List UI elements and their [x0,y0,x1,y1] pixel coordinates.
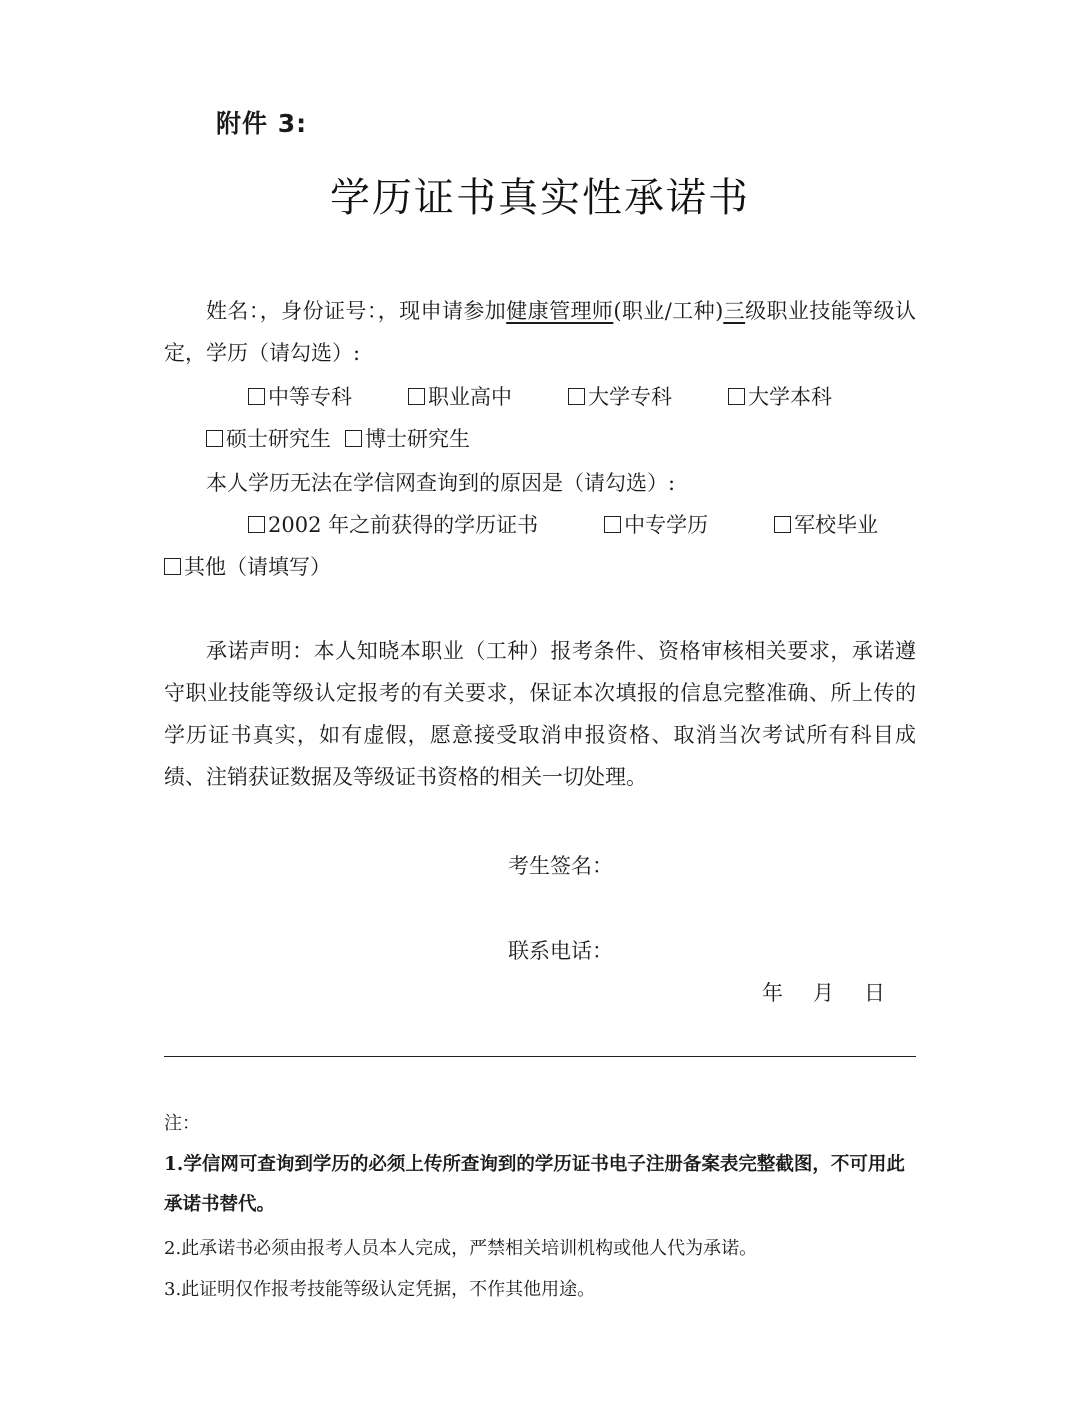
day-label: 日 [864,981,885,1005]
option-label: 中专学历 [624,513,709,537]
intro-prefix: 姓名：，身份证号：，现申请参加 [206,299,507,323]
option-label: 大学本科 [748,385,832,409]
checkbox[interactable] [248,388,265,405]
education-option[interactable] [164,418,331,460]
reason-prompt: 本人学历无法在学信网查询到的原因是（请勾选）: [206,471,676,495]
reason-option[interactable] [206,504,538,546]
education-options [164,376,916,460]
divider [164,1056,916,1057]
checkbox[interactable] [408,388,425,405]
option-label: 大学专科 [588,385,672,409]
option-label: 其他（请填写） [184,555,331,579]
declaration-paragraph: 承诺声明：本人知晓本职业（工种）报考条件、资格审核相关要求，承诺遵守职业技能等级认定报考的有关要求，保证本次填报的信息完整准确、所上传的学历证书真实，如有虚假，愿意接受取消申报资格、取消当次考试所有科目成绩、注销获证数据及等级证书资格的相关一切处理。 [164,639,916,789]
option-label: 2002 年之前获得的学历证书 [268,513,539,537]
signature-label: 考生签名： [508,854,613,878]
option-label: 中等专科 [268,385,352,409]
checkbox[interactable] [164,558,181,575]
date-line [762,977,885,1007]
year-label: 年 [762,981,783,1005]
occupation-name: 健康管理师 [506,299,614,323]
education-option[interactable] [366,376,512,418]
reason-options [164,504,916,588]
checkbox[interactable] [774,516,791,533]
option-label: 硕士研究生 [226,427,331,451]
education-option[interactable] [526,376,672,418]
note-item: 1.学信网可查询到学历的必须上传所查询到的学历证书电子注册备案表完整截图，不可用此承诺书替代。 [164,1154,905,1215]
note-item: 3.此证明仅作报考技能等级认定凭据，不作其他用途。 [164,1279,596,1300]
education-option[interactable] [686,376,832,418]
option-label: 职业高中 [428,385,512,409]
phone-label: 联系电话： [508,939,613,963]
attachment-label: 附件 3: [216,109,308,138]
occupation-type-label: (职业/工种) [613,299,724,323]
notes-heading: 注： [164,1113,200,1134]
reason-option[interactable] [732,504,878,546]
checkbox[interactable] [568,388,585,405]
document-title: 学历证书真实性承诺书 [330,175,750,221]
option-label: 军校毕业 [794,513,879,537]
education-option[interactable] [206,376,352,418]
month-label: 月 [813,981,834,1005]
checkbox[interactable] [604,516,621,533]
intro-paragraph [164,290,916,374]
skill-level: 三 [723,299,746,323]
checkbox[interactable] [248,516,265,533]
checkbox[interactable] [206,430,223,447]
note-item: 2.此承诺书必须由报考人员本人完成，严禁相关培训机构或他人代为承诺。 [164,1238,758,1259]
checkbox[interactable] [345,430,362,447]
reason-option[interactable] [562,504,708,546]
checkbox[interactable] [728,388,745,405]
option-label: 博士研究生 [365,427,470,451]
intro-suffix: 级职业技能等级认定，学历（请勾选）: [164,299,917,365]
